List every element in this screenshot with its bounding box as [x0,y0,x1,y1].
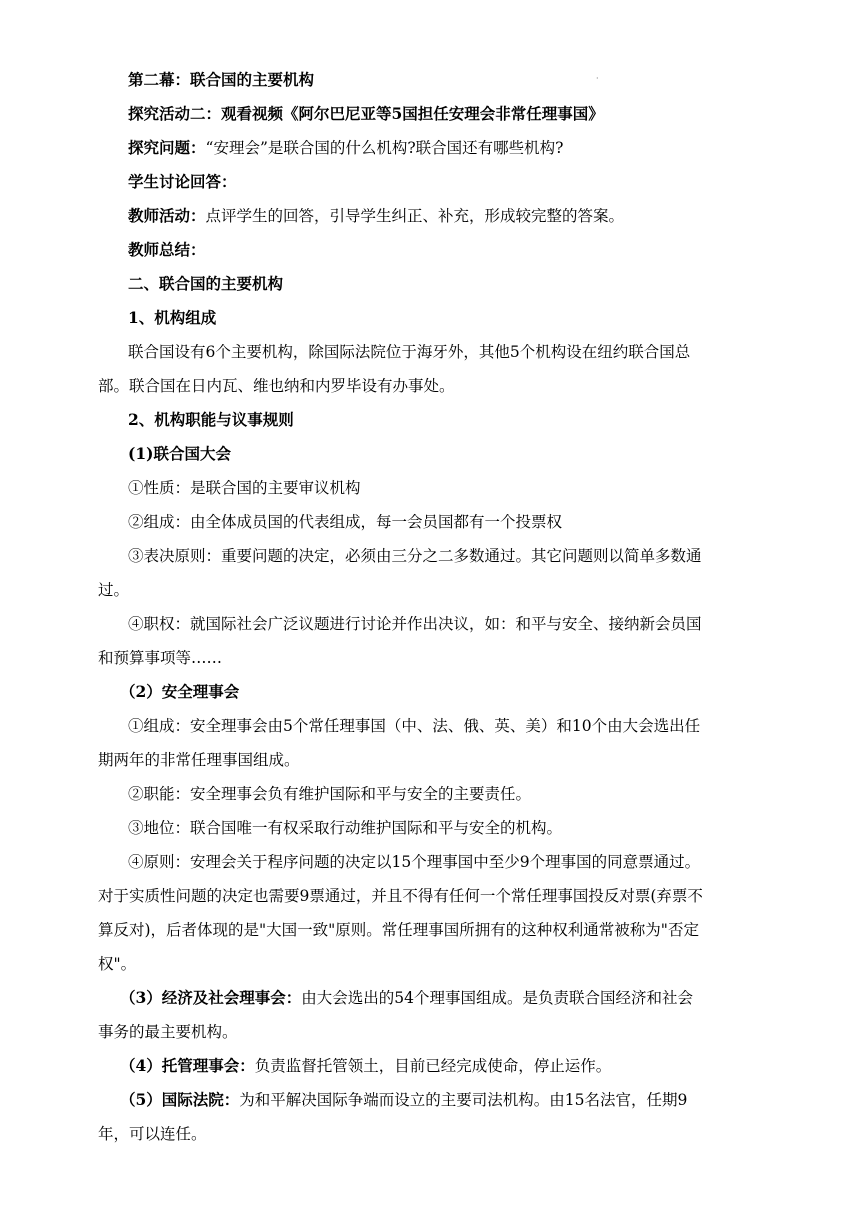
subsection-heading: 2、机构职能与议事规则 [128,410,294,429]
section-heading: 二、联合国的主要机构 [128,274,284,293]
activity-heading: 探究活动二：观看视频《阿尔巴尼亚等5国担任安理会非常任理事国》 [128,104,604,123]
paragraph-line: ②职能：安全理事会负有维护国际和平与安全的主要责任。 [128,785,532,803]
paragraph-line: （4）托管理事会：负责监督托管领土，目前已经完成使命，停止运作。 [120,1056,612,1075]
item-heading: (1)联合国大会 [128,444,231,463]
paragraph-line: 部。联合国在日内瓦、维也纳和内罗毕设有办事处。 [98,377,455,395]
paragraph-line: 年，可以连任。 [98,1125,207,1143]
paragraph-line: ③地位：联合国唯一有权采取行动维护国际和平与安全的机构。 [128,819,563,837]
paragraph-line: 联合国设有6个主要机构，除国际法院位于海牙外，其他5个机构设在纽约联合国总 [128,343,691,361]
paragraph-line: 期两年的非常任理事国组成。 [98,751,300,769]
paragraph-line: ③表决原则：重要问题的决定，必须由三分之二多数通过。其它问题则以简单多数通 [128,547,702,565]
paragraph-line: ①组成：安全理事会由5个常任理事国（中、法、俄、英、美）和10个由大会选出任 [128,717,701,735]
act-heading: 第二幕：联合国的主要机构 [128,70,315,89]
paragraph-line: （5）国际法院：为和平解决国际争端而设立的主要司法机构。由15名法官，任期9 [120,1090,688,1109]
paragraph-line: ②组成：由全体成员国的代表组成，每一会员国都有一个投票权 [128,513,563,531]
student-discussion: 学生讨论回答： [128,172,237,191]
paragraph-line: ④原则：安理会关于程序问题的决定以15个理事国中至少9个理事国的同意票通过。 [128,853,701,871]
paragraph-line: 过。 [98,581,130,599]
paragraph-line: 事务的最主要机构。 [98,1023,238,1041]
teacher-activity: 教师活动：点评学生的回答，引导学生纠正、补充，形成较完整的答案。 [128,206,625,225]
paragraph-line: 算反对)，后者体现的是"大国一致"原则。常任理事国所拥有的这种权利通常被称为"否定 [98,921,699,939]
item-heading: （2）安全理事会 [120,682,240,701]
teacher-summary: 教师总结： [128,240,206,259]
paragraph-line: 对于实质性问题的决定也需要9票通过，并且不得有任何一个常任理事国投反对票(弃票不 [98,887,703,905]
paragraph-line: ④职权：就国际社会广泛议题进行讨论并作出决议，如：和平与安全、接纳新会员国 [128,615,702,633]
paragraph-line: （3）经济及社会理事会：由大会选出的54个理事国组成。是负责联合国经济和社会 [120,988,694,1007]
subsection-heading: 1、机构组成 [128,308,217,327]
paragraph-line: ①性质：是联合国的主要审议机构 [128,479,361,497]
paragraph-line: 和预算事项等…… [98,649,223,667]
page-mark: · [596,74,599,83]
inquiry-question: 探究问题：“安理会”是联合国的什么机构?联合国还有哪些机构? [128,138,564,157]
paragraph-line: 权"。 [98,955,137,973]
